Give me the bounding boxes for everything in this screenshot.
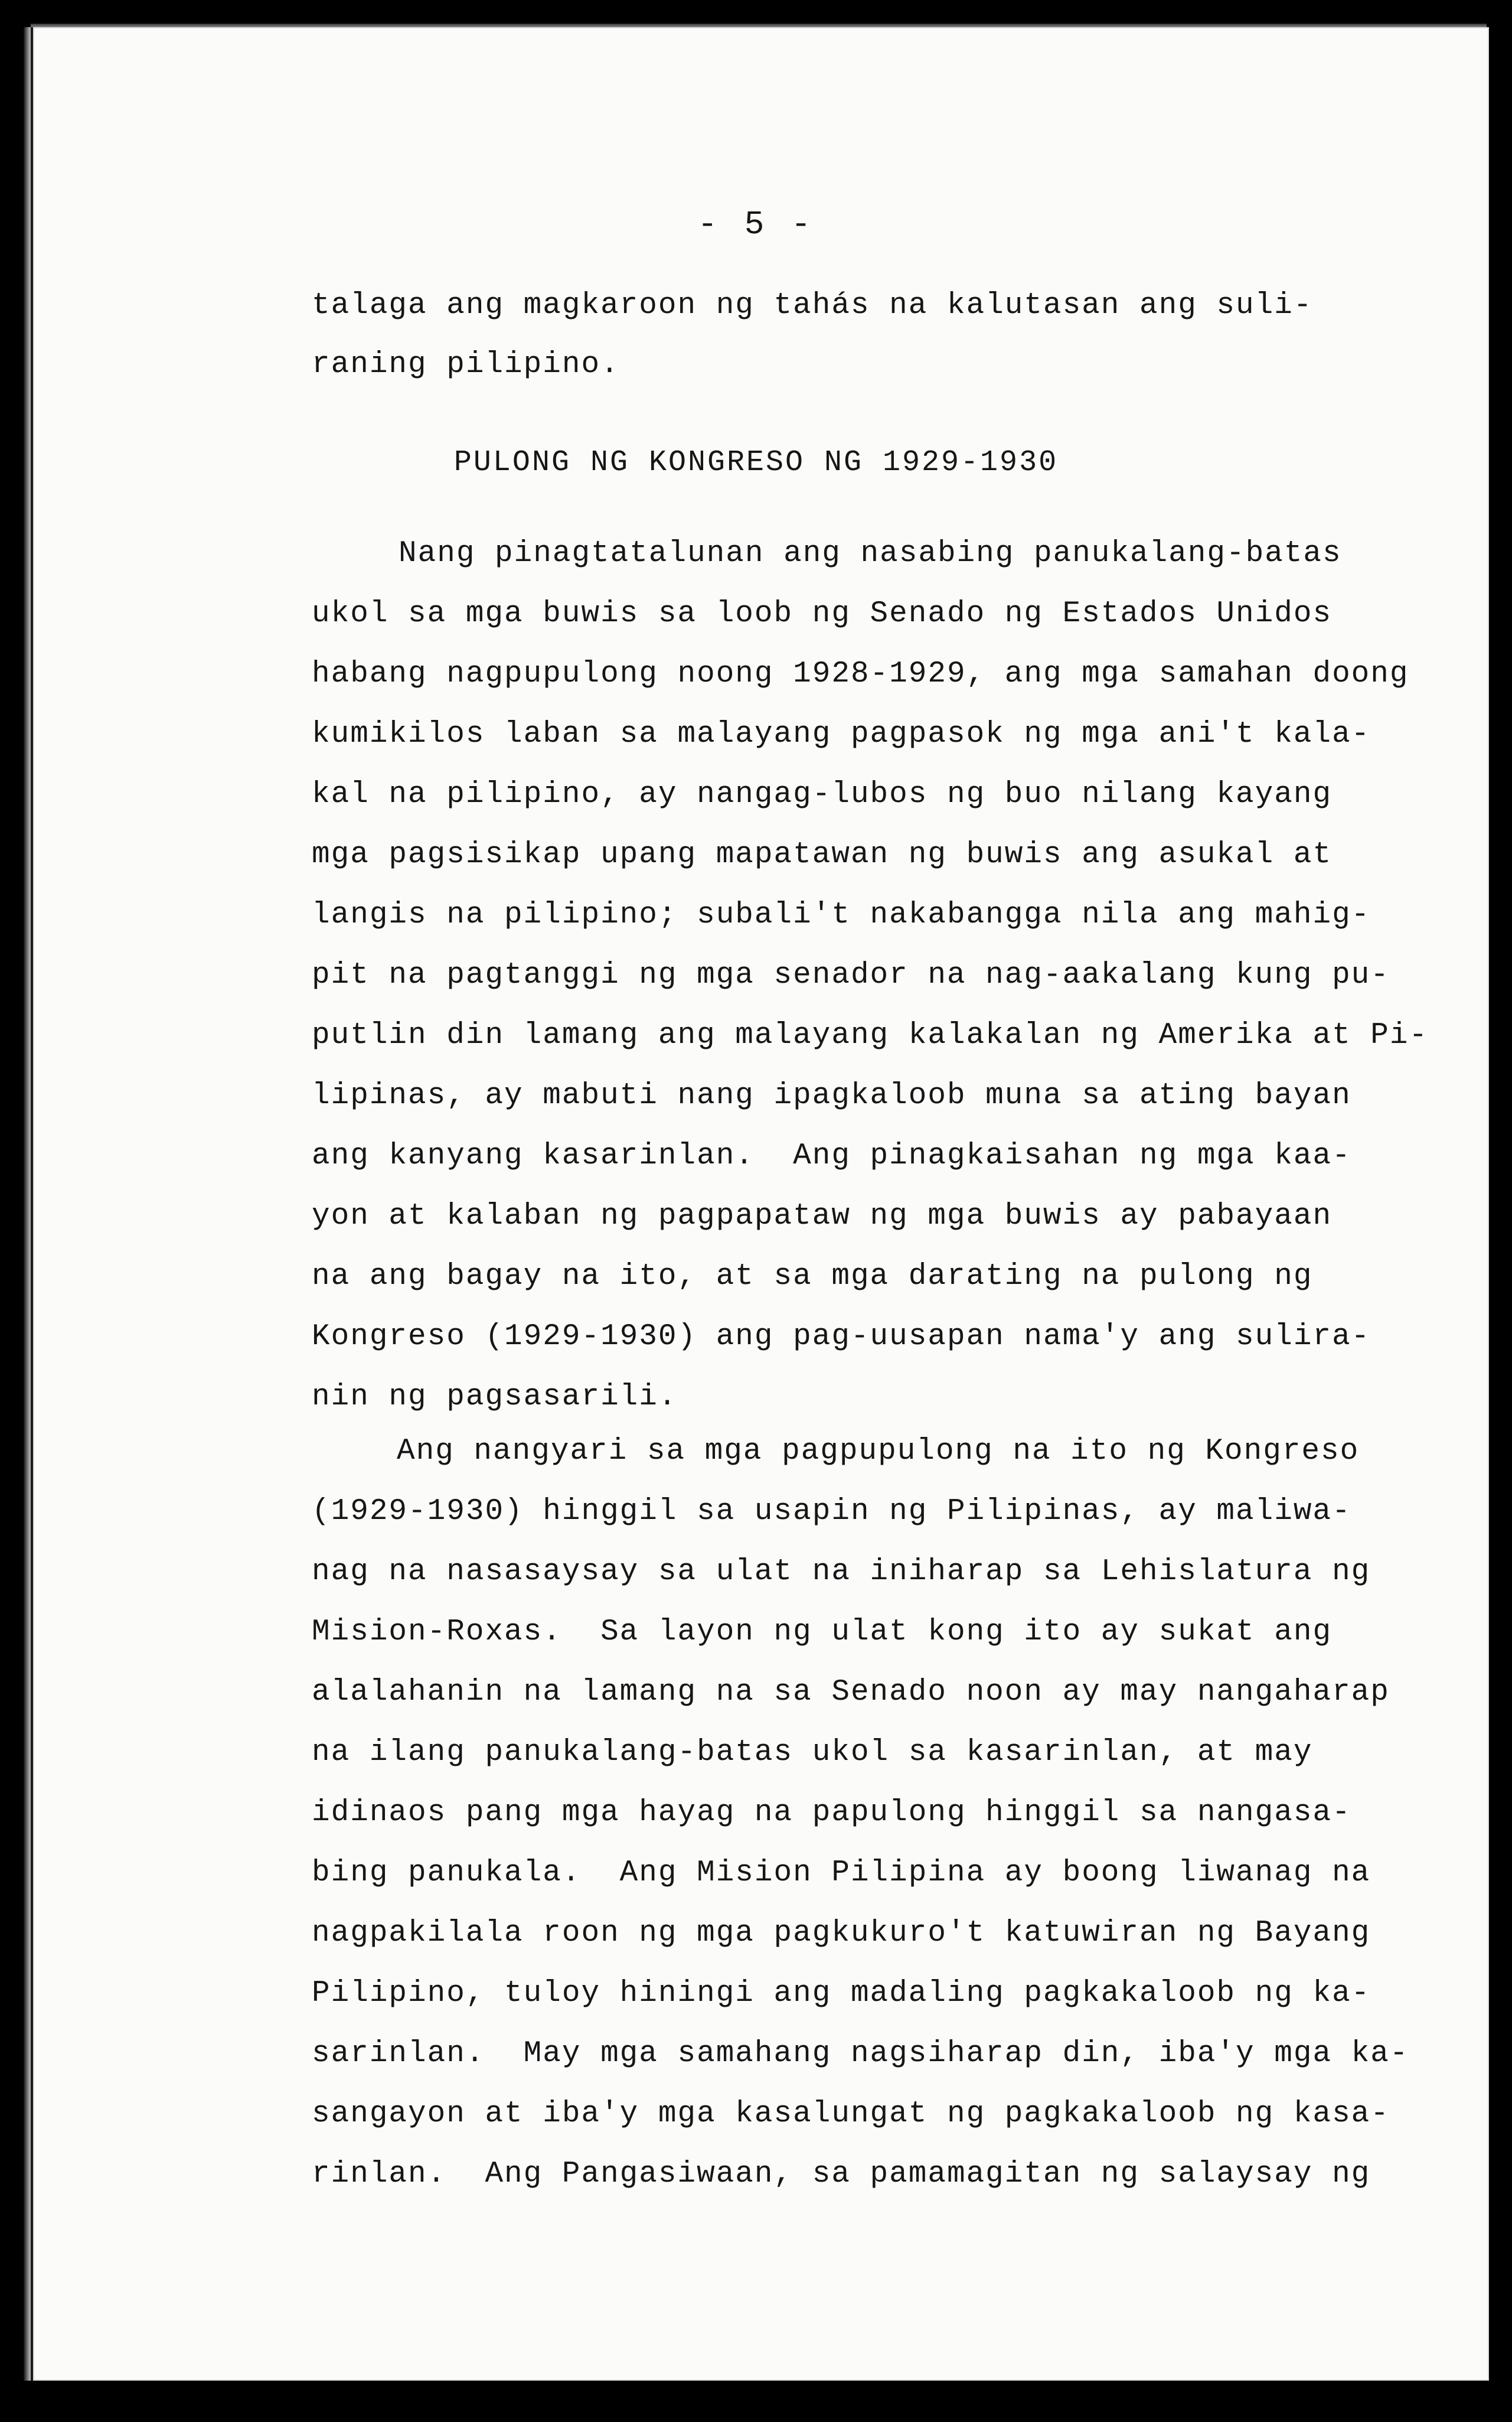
text-line: Kongreso (1929-1930) ang pag-uusapan nama'y ang sulira- bbox=[312, 1320, 1371, 1354]
text-line: pit na pagtanggi ng mga senador na nag-aakalang kung pu- bbox=[312, 959, 1390, 992]
text-line: mga pagsisikap upang mapatawan ng buwis ang asukal at bbox=[312, 838, 1333, 872]
text-line: sarinlan. May mga samahang nagsiharap din, iba'y mga ka- bbox=[312, 2037, 1409, 2071]
text-line: Pilipino, tuloy hiningi ang madaling pagkakaloob ng ka- bbox=[312, 1977, 1371, 2010]
text-line: nagpakilala roon ng mga pagkukuro't katuwiran ng Bayang bbox=[312, 1916, 1371, 1950]
text-line: talaga ang magkaroon ng tahás na kalutasan ang suli- bbox=[312, 289, 1313, 322]
text-line: lipinas, ay mabuti nang ipagkaloob muna sa ating bayan bbox=[312, 1079, 1351, 1113]
text-line: ang kanyang kasarinlan. Ang pinagkaisahan ng mga kaa- bbox=[312, 1139, 1351, 1173]
text-line: kal na pilipino, ay nangag-lubos ng buo nilang kayang bbox=[312, 778, 1333, 811]
text-line: habang nagpupulong noong 1928-1929, ang mga samahan doong bbox=[312, 657, 1409, 691]
text-line: ukol sa mga buwis sa loob ng Senado ng Estados Unidos bbox=[312, 597, 1333, 631]
section-heading: PULONG NG KONGRESO NG 1929-1930 bbox=[453, 446, 1059, 480]
text-line: idinaos pang mga hayag na papulong hinggil sa nangasa- bbox=[312, 1796, 1351, 1830]
text-line: na ang bagay na ito, at sa mga darating na pulong ng bbox=[312, 1260, 1313, 1293]
text-line: rinlan. Ang Pangasiwaan, sa pamamagitan ng salaysay ng bbox=[312, 2157, 1371, 2191]
text-line: (1929-1930) hinggil sa usapin ng Pilipinas, ay maliwa- bbox=[312, 1495, 1351, 1528]
text-line: putlin din lamang ang malayang kalakalan ng Amerika at Pi- bbox=[312, 1019, 1429, 1052]
text-line: Ang nangyari sa mga pagpupulong na ito ng Kongreso bbox=[397, 1435, 1360, 1468]
text-line: yon at kalaban ng pagpapataw ng mga buwis ay pabayaan bbox=[312, 1199, 1333, 1233]
text-line: nin ng pagsasarili. bbox=[312, 1380, 678, 1414]
text-line: nag na nasasaysay sa ulat na iniharap sa Lehislatura ng bbox=[312, 1555, 1371, 1589]
text-line: bing panukala. Ang Mision Pilipina ay boong liwanag na bbox=[312, 1856, 1371, 1890]
text-line: langis na pilipino; subali't nakabangga nila ang mahig- bbox=[312, 898, 1371, 932]
text-line: Nang pinagtatalunan ang nasabing panukalang-batas bbox=[399, 537, 1342, 571]
text-line: sangayon at iba'y mga kasalungat ng pagkakaloob ng kasa- bbox=[312, 2097, 1390, 2131]
text-line: raning pilipino. bbox=[312, 348, 620, 382]
text-line: Mision-Roxas. Sa layon ng ulat kong ito ay sukat ang bbox=[312, 1615, 1333, 1649]
text-line: alalahanin na lamang na sa Senado noon ay may nangaharap bbox=[312, 1675, 1390, 1709]
text-line: kumikilos laban sa malayang pagpasok ng mga ani't kala- bbox=[312, 718, 1371, 751]
text-line: na ilang panukalang-batas ukol sa kasarinlan, at may bbox=[312, 1736, 1313, 1769]
page-number: - 5 - bbox=[697, 206, 815, 243]
